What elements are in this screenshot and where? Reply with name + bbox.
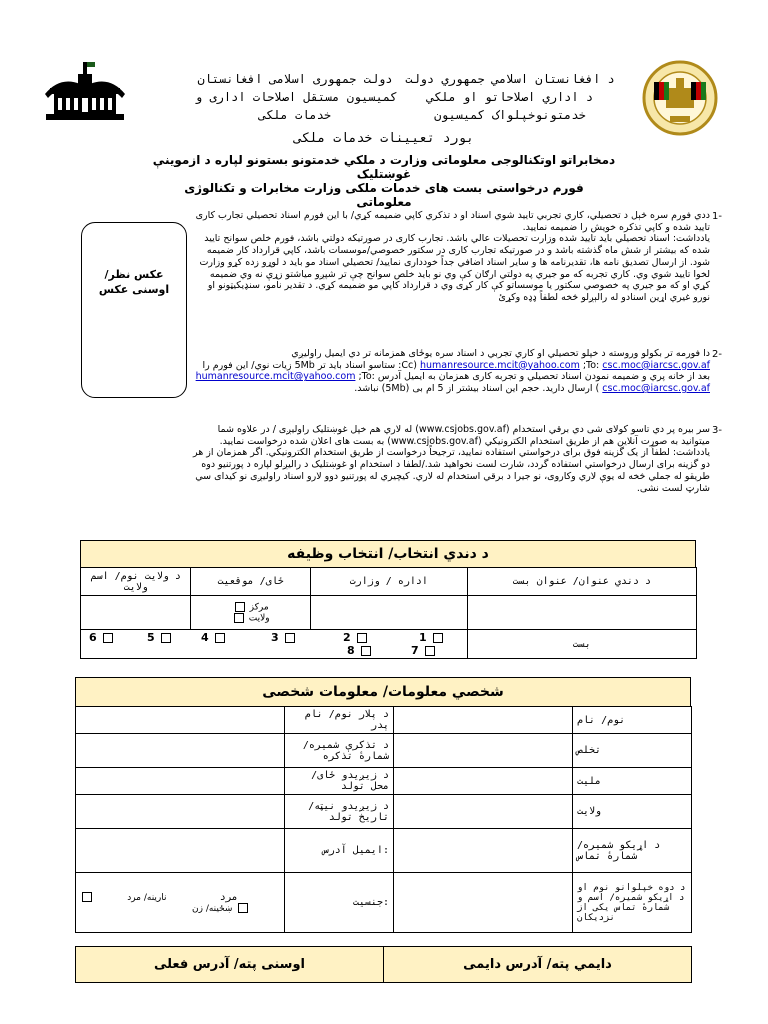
header-right-line3: خدمتونوخپلواک کميسيون	[434, 108, 586, 122]
option-1: 1	[419, 631, 445, 644]
option-8: 8	[347, 644, 373, 657]
instruction-1-note: يادداشت: اسناد تحصيلي بايد تاييد شده وزارت تحصيلات عالي باشد. تجارب کاری در صورتيکه دولتي باشد، فورم خلص سوانح تاييد شده که بيشتر از شش ماه گذشته باشد و در صورتيکه تجارب کاری در سکتور خصوصي/موسسات باشد، کاپي قرارداد کار ضميمه شود. از ارسال تصديق نامه ها، تقديرنامه ها و ساير اسناد اضافي جداً خودداری نمایید/ تحصيلي اسناد مو بايد د لوړو زده کړو وزارت لخوا تاييد شوي وي. کاري تجربه که مو جيري په دولتي ارګان کې وي نو بايد خلص سوانح چې تر شپږو مياشتو زړې نه وي ضميمه کړي او که مو جيري په خصوصي سکتور يا موسساتو کې کار کړی وي د قرارداد کاپي مو ضميمه کړي. د تقدير نامو، سنډيکيټونو او نورو غيري اړين اسنادو له رالېږلو څخه لطفاً ډډه وکړئ	[199, 233, 710, 303]
instruction-2-to-2: ;To:	[358, 371, 375, 383]
position-cell[interactable]	[467, 596, 696, 630]
gender-label: جنسیت:	[285, 873, 394, 933]
center-checkbox[interactable]	[235, 602, 245, 612]
instruction-1	[190, 210, 710, 304]
instruction-3-note: يادداشت: لطفاً از يک گزينه فوق برای درخواستي استفاده نماييد، ترجيحاً درخواست از طريق استخدام الکترونيکي. اگر همزمان از هر دو گزينه برای ارسال درخواستي استفاده گردد، شارت لست نخواهيد شد./لطفا د استخدام او غوښتليک د راليږلو لپاره د پورتنيو دوه طريقو له جملي څخه له يوې لاري وکاروی، نو جيرا د برقي استخدام له لاري. کيچيري له پورتنيو دوو لارو اسناد راوليږی نو کيدای سي شارټ لست نشی.	[192, 447, 710, 494]
header-left-line3: خدمات ملکی	[258, 108, 332, 122]
instruction-2-text-a: دا فورمه تر بکولو وروسته د خپلو تحصيلي او کاري تجربي د اسناد سره يوځای همزمانه تر دي ايميل راوليږي	[291, 348, 710, 359]
option-2-checkbox[interactable]	[357, 633, 367, 643]
personal-section-title: شخصي معلومات/ معلومات شخصی	[75, 677, 691, 707]
name-input[interactable]	[394, 707, 573, 734]
email-link-hr-1[interactable]: humanresource.mcit@yahoo.com	[420, 359, 580, 371]
header-right-line1: د افغانستان اسلامي جمهوري دولت	[405, 72, 615, 86]
option-4-checkbox[interactable]	[215, 633, 225, 643]
personal-table	[75, 706, 692, 933]
id-number-label: د تذکرې شمیره/ شمارهٔ تذکره	[285, 734, 394, 768]
father-name-input[interactable]	[76, 707, 285, 734]
header-left-line2: کمیسیون مستقل اصلاحات اداری و	[195, 90, 398, 104]
header-right-line2: د اداري اصلاحاتو او ملکي	[426, 90, 594, 104]
position-row-label: بست	[467, 630, 696, 659]
male-mono-label: مرد	[219, 891, 238, 903]
instruction-2-text-c: (Cc: ستاسو اسناد بايد تر 5Mb زيات نوي/ اين فورم را بعد از خانه پري و ضميمه نمودن اسناد تحصيلي و تجربه کاری همزمان به ايميل آدرس	[202, 359, 710, 383]
job-section-title: د دندي انتخاب/ انتخاب وظيفه	[80, 540, 696, 568]
position-options	[81, 630, 468, 659]
female-checkbox[interactable]	[238, 903, 248, 913]
email-link-hr-2[interactable]: humanresource.mcit@yahoo.com	[195, 371, 356, 383]
pashto-title: دمخابراتو اوتکنالوجی معلوماتی وزارت د ملکي خدمتونو بستونو لپاره د ازموينې غوښتليک	[152, 153, 616, 181]
option-1-checkbox[interactable]	[433, 633, 443, 643]
option-7-checkbox[interactable]	[425, 646, 435, 656]
photo-label: عکس نظر/ اوسنی عکس	[98, 268, 170, 296]
header-left-line1: دولت جمهوری اسلامی افغانستان	[197, 72, 393, 86]
nationality-label: ملیت	[573, 768, 692, 795]
male-checkbox[interactable]	[82, 892, 92, 902]
birthplace-label: د زیږیدو ځای/ محل تولد	[285, 768, 394, 795]
option-2: 2	[343, 631, 369, 644]
email-input[interactable]	[76, 829, 285, 873]
option-5-checkbox[interactable]	[161, 633, 171, 643]
gender-options	[76, 873, 285, 933]
contact-input[interactable]	[394, 829, 573, 873]
instruction-number-2: 2-	[712, 349, 722, 360]
relative-input[interactable]	[394, 873, 573, 933]
province-label: ولايت	[248, 613, 270, 623]
ministry-cell[interactable]	[310, 596, 467, 630]
province-checkbox[interactable]	[234, 613, 244, 623]
father-name-label: د پلار نوم/ نام پدر	[285, 707, 394, 734]
nationality-input[interactable]	[394, 768, 573, 795]
province-cell[interactable]	[81, 596, 191, 630]
option-4: 4	[201, 631, 227, 644]
surname-label: تخلص	[573, 734, 692, 768]
instruction-2-to-1: ;To:	[582, 359, 600, 371]
option-6-checkbox[interactable]	[103, 633, 113, 643]
instruction-number-3: 3-	[712, 425, 722, 436]
name-label: نوم/ نام	[573, 707, 692, 734]
surname-input[interactable]	[394, 734, 573, 768]
dob-input[interactable]	[76, 795, 285, 829]
option-3: 3	[271, 631, 297, 644]
option-7: 7	[411, 644, 437, 657]
email-link-csc-1[interactable]: csc.moc@iarcsc.gov.af	[602, 359, 710, 371]
contact-label: د اړیکو شمیره/ شمارهٔ تماس	[573, 829, 692, 873]
photo-box[interactable]	[81, 222, 187, 398]
location-cell[interactable]	[191, 596, 311, 630]
province-input[interactable]	[394, 795, 573, 829]
email-label: ایمیل آدرس:	[285, 829, 394, 873]
board-title: بورد تعيينات خدمات ملکی	[293, 131, 474, 146]
col-position-header: د دندي عنوان/ عنوان بست	[467, 568, 696, 596]
province-label-row: ولایت	[573, 795, 692, 829]
national-emblem-icon	[640, 58, 720, 138]
commission-emblem-icon	[40, 56, 130, 126]
current-address-label: اوسنی پته/ آدرس فعلی	[76, 947, 384, 983]
option-3-checkbox[interactable]	[285, 633, 295, 643]
instruction-3	[190, 424, 710, 494]
col-province-header: د ولايت نوم/ اسم ولايت	[81, 568, 191, 596]
instruction-3-text: سر بيره پر دي تاسو کولای شی دي برقي استخدام (www.csjobs.gov.af) له لاري هم خپل غوښتليک راوليږی / در علاوه شما ميتوانيد به صورت آنلاين هم از طريق استخدام الکترونيکي (www.csjobs.gov.af) به بست های اعلان شده درخواست نماييد.	[217, 424, 710, 447]
male-label: نارینه/ مرد	[127, 892, 167, 903]
dob-label: د زیږیدو نیټه/ تاریخ تولد	[285, 795, 394, 829]
col-location-header: ځای/ موقعيت	[191, 568, 311, 596]
email-link-csc-2[interactable]: csc.moc@iarcsc.gov.af	[602, 383, 710, 395]
center-label: مرکز	[249, 602, 269, 613]
instruction-number-1: 1-	[712, 211, 722, 222]
birthplace-input[interactable]	[76, 768, 285, 795]
id-number-input[interactable]	[76, 734, 285, 768]
dari-title: فورم درخواستی بست های خدمات ملکی وزارت مخابرات و تکنالوژی معلوماتی	[184, 181, 584, 209]
option-8-checkbox[interactable]	[361, 646, 371, 656]
female-label: ښځینه/ زن	[192, 903, 233, 914]
permanent-address-label: دايمي پته/ آدرس دایمی	[384, 947, 692, 983]
instruction-2	[190, 348, 710, 395]
relative-label: د دوه خپلوانو نوم او د اړیکو شمیره/ اسم و شمارهٔ تماس یکی از نزدیکان	[573, 873, 692, 933]
instruction-2-text-e: ) ارسال داريد. حجم اين اسناد بيشتر از 5 ام بی (5Mb) نباشد.	[354, 383, 600, 395]
option-5: 5	[147, 631, 173, 644]
address-table	[75, 946, 692, 983]
job-table	[80, 567, 697, 659]
col-ministry-header: اداره / وزارت	[310, 568, 467, 596]
option-6: 6	[89, 631, 115, 644]
instruction-1-text: ددي فورم سره څېل د تحصيلي، کاري تجربي تاييد شوي اسناد او د تذکري کاپي ضميمه کړي/ با اين فورم اسناد تحصيلي تجارب کاری تاييد شده و کاپي تذکره خويش را ضميمه نماييد.	[195, 210, 710, 233]
